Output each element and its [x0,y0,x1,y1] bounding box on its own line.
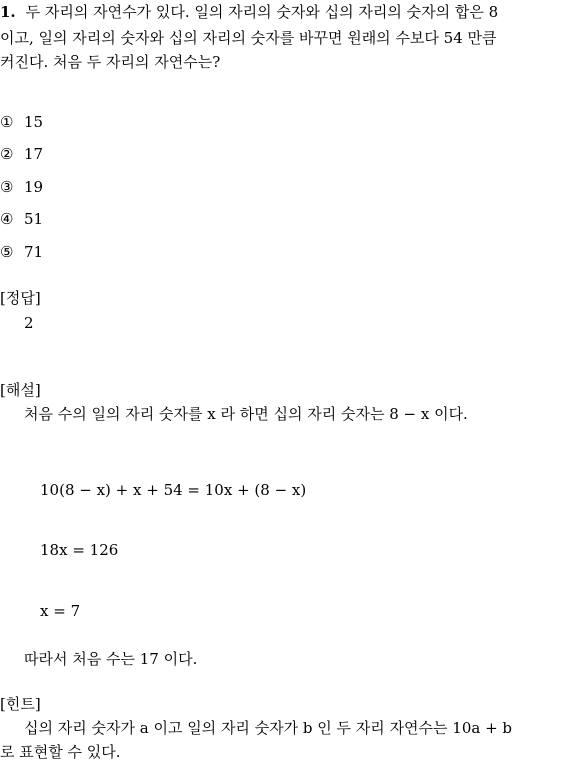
choice-3-mark: ③ [0,178,14,196]
choice-1[interactable] [0,112,43,132]
solution-equation-1: 10(8 − x) + x + 54 = 10x + (8 − x) [40,481,307,499]
choice-5-value: 71 [24,243,44,261]
question-text-1: 두 자리의 자연수가 있다. 일의 자리의 숫자와 십의 자리의 숫자의 합은 8 [25,3,499,21]
question-line-1 [0,2,498,22]
choice-5-mark: ⑤ [0,243,14,261]
choice-3[interactable] [0,177,43,197]
question-line-2: 이고, 일의 자리의 숫자와 십의 자리의 숫자를 바꾸면 원래의 수보다 54 만큼 [0,29,497,47]
question-number: 1. [0,3,16,21]
solution-equation-2: 18x = 126 [40,541,119,559]
choice-4[interactable] [0,209,43,229]
answer-value: 2 [24,314,34,332]
hint-label: [힌트] [0,695,41,713]
choice-2-mark: ② [0,145,14,163]
solution-label: [해설] [0,381,41,399]
question-line-3: 커진다. 처음 두 자리의 자연수는? [0,53,221,71]
choice-2-value: 17 [24,145,44,163]
solution-conclusion: 따라서 처음 수는 17 이다. [24,650,198,668]
choice-3-value: 19 [24,178,44,196]
choice-4-value: 51 [24,210,44,228]
solution-intro: 처음 수의 일의 자리 숫자를 x 라 하면 십의 자리 숫자는 8 − x 이다. [24,405,468,423]
choice-5[interactable] [0,242,43,262]
hint-line-1: 십의 자리 숫자가 a 이고 일의 자리 숫자가 b 인 두 자리 자연수는 10a + b [24,719,513,737]
choice-1-value: 15 [24,113,44,131]
solution-equation-3: x = 7 [40,602,81,620]
choice-2[interactable] [0,144,43,164]
hint-line-2: 로 표현할 수 있다. [0,743,121,761]
choice-1-mark: ① [0,113,14,131]
answer-label: [정답] [0,289,41,307]
choice-4-mark: ④ [0,210,14,228]
